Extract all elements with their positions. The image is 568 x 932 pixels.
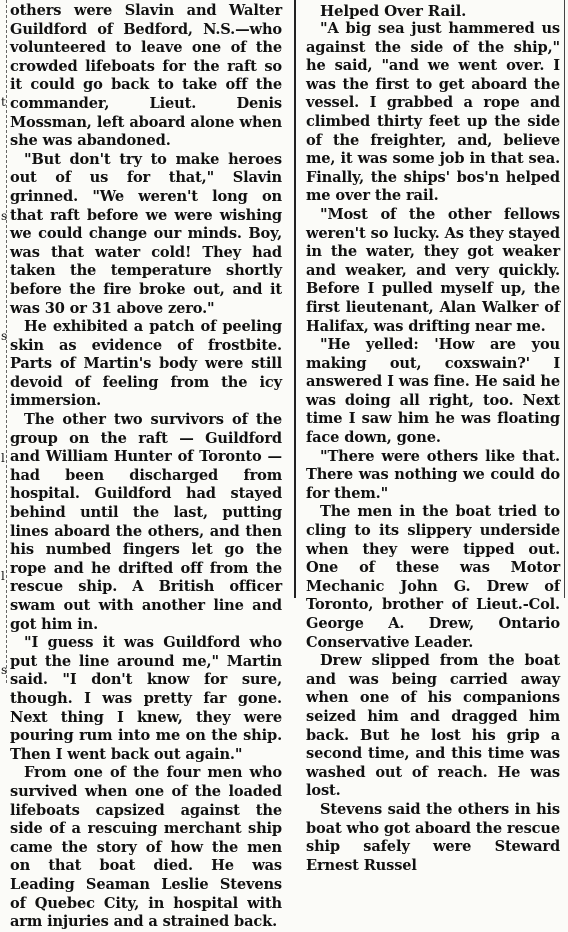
right-column: [306, 2, 560, 875]
article-paragraph: "He yelled: 'How are you making out, coxswain?' I answered I was fine. He said he was doing all right, too. Next time I saw him he was floating face down, gone.: [306, 336, 560, 447]
article-paragraph: others were Slavin and Walter Guildford of Bedford, N.S.—who volunteered to leave one of the crowded lifeboats for the raft so it could go back to take off the commander, Lieut. Denis Mossman, left aboard alone when she was abandoned.: [10, 2, 282, 150]
article-paragraph: "A big sea just hammered us against the side of the ship," he said, "and we went over. I was the first to get aboard the vessel. I grabbed a rope and climbed thirty feet up the side of the freighter, and, believe me, it was some job in that sea. Finally, the ships' bos'n helped me over the rail.: [306, 20, 560, 205]
article-paragraph: Drew slipped from the boat and was being carried away when one of his companions seized him and dragged him back. But he lost his grip a second time, and this time was washed out of reach. He was lost.: [306, 652, 560, 800]
margin-fragment: s: [1, 329, 8, 343]
margin-fragment: s: [1, 663, 8, 677]
article-paragraph: He exhibited a patch of peeling skin as evidence of frostbite. Parts of Martin's body were still devoid of feeling from the icy immersion.: [10, 318, 282, 410]
article-paragraph: "I guess it was Guildford who put the line around me," Martin said. "I don't know for sure, though. I was pretty far gone. Next thing I knew, they were pouring rum into me on the ship. Then I went back out again.": [10, 634, 282, 763]
column-divider: [294, 0, 296, 598]
margin-fragment: s: [1, 209, 8, 223]
right-column-rule: [564, 0, 565, 598]
article-paragraph: "There were others like that. There was nothing we could do for them.": [306, 447, 560, 502]
margin-fragment: l: [1, 451, 5, 465]
left-margin-fragments: [0, 0, 10, 683]
margin-fragment: t: [1, 95, 6, 109]
article-paragraph: "Most of the other fellows weren't so lucky. As they stayed in the water, they got weaker and weaker, and very quickly. Before I pulled myself up, the first lieutenant, Alan Walker of Halifax, was drifting near me.: [306, 205, 560, 335]
article-paragraph: From one of the four men who survived when one of the loaded lifeboats capsized against the side of a rescuing merchant ship came the story of how the men on that boat died. He was Leading Seaman Leslie Stevens of Quebec City, in hospital with arm injuries and a strained back.: [10, 764, 282, 931]
margin-fragment: l: [1, 569, 5, 583]
article-paragraph: The men in the boat tried to cling to its slippery underside when they were tipped out. One of these was Motor Mechanic John G. Drew of Toronto, brother of Lieut.-Col. George A. Drew, Ontario Conservative Leader.: [306, 503, 560, 651]
subheading: Helped Over Rail.: [320, 2, 467, 20]
article-paragraph: "But don't try to make heroes out of us for that," Slavin grinned. "We weren't long on that raft before we were wishing we could change our minds. Boy, was that water cold! They had taken the temperature shortly before the fire broke out, and it was 30 or 31 above zero.": [10, 150, 282, 317]
article-paragraph: The other two survivors of the group on the raft — Guildford and William Hunter of Toronto — had been discharged from hospital. Guildford had stayed behind until the last, putting lines aboard the others, and then his numbed fingers let go the rope and he drifted off from the rescue ship. A British officer swam out with another line and got him in.: [10, 411, 282, 633]
left-column: [10, 2, 282, 932]
article-paragraph: Stevens said the others in his boat who got aboard the rescue ship safely were Steward Ernest Russel: [306, 800, 560, 874]
left-column-rule: [6, 0, 7, 683]
